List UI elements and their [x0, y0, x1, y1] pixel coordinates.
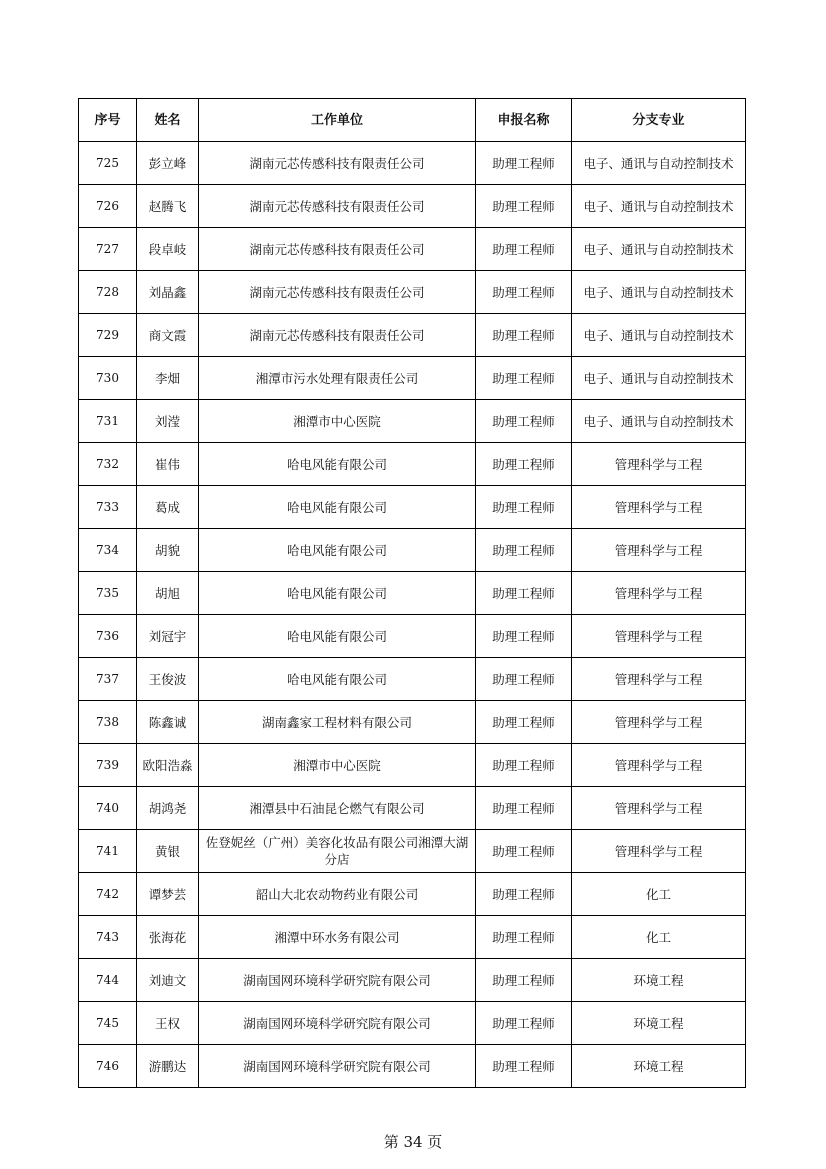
cell-specialty: 环境工程 — [572, 1045, 746, 1088]
header-row — [79, 99, 746, 142]
cell-employer: 哈电风能有限公司 — [199, 529, 476, 572]
cell-title-applied: 助理工程师 — [476, 744, 572, 787]
cell-specialty: 管理科学与工程 — [572, 615, 746, 658]
cell-title-applied: 助理工程师 — [476, 1002, 572, 1045]
cell-index: 741 — [79, 830, 137, 873]
cell-employer: 湖南国网环境科学研究院有限公司 — [199, 1002, 476, 1045]
cell-name: 段卓岐 — [137, 228, 199, 271]
cell-employer: 湖南鑫家工程材料有限公司 — [199, 701, 476, 744]
cell-specialty: 电子、通讯与自动控制技术 — [572, 314, 746, 357]
table-row — [79, 400, 746, 443]
cell-name: 刘滢 — [137, 400, 199, 443]
cell-index: 726 — [79, 185, 137, 228]
cell-employer: 湘潭县中石油昆仑燃气有限公司 — [199, 787, 476, 830]
cell-employer: 湖南元芯传感科技有限责任公司 — [199, 314, 476, 357]
cell-specialty: 管理科学与工程 — [572, 744, 746, 787]
cell-specialty: 电子、通讯与自动控制技术 — [572, 271, 746, 314]
cell-name: 欧阳浩淼 — [137, 744, 199, 787]
table-row — [79, 572, 746, 615]
table-row — [79, 830, 746, 873]
cell-name: 胡旭 — [137, 572, 199, 615]
cell-index: 746 — [79, 1045, 137, 1088]
header-index: 序号 — [79, 99, 137, 142]
cell-name: 胡鸿尧 — [137, 787, 199, 830]
table-row — [79, 1045, 746, 1088]
cell-title-applied: 助理工程师 — [476, 959, 572, 1002]
cell-employer: 湘潭市污水处理有限责任公司 — [199, 357, 476, 400]
cell-employer: 湖南元芯传感科技有限责任公司 — [199, 142, 476, 185]
cell-name: 商文霞 — [137, 314, 199, 357]
cell-index: 732 — [79, 443, 137, 486]
cell-employer: 哈电风能有限公司 — [199, 572, 476, 615]
cell-index: 728 — [79, 271, 137, 314]
cell-name: 刘迪文 — [137, 959, 199, 1002]
cell-employer: 湘潭市中心医院 — [199, 744, 476, 787]
cell-name: 谭梦芸 — [137, 873, 199, 916]
cell-title-applied: 助理工程师 — [476, 787, 572, 830]
cell-index: 738 — [79, 701, 137, 744]
cell-employer: 哈电风能有限公司 — [199, 486, 476, 529]
cell-title-applied: 助理工程师 — [476, 615, 572, 658]
cell-index: 727 — [79, 228, 137, 271]
table-row — [79, 787, 746, 830]
cell-employer: 韶山大北农动物药业有限公司 — [199, 873, 476, 916]
table-row — [79, 1002, 746, 1045]
cell-employer: 湖南国网环境科学研究院有限公司 — [199, 1045, 476, 1088]
table-row — [79, 701, 746, 744]
cell-name: 葛成 — [137, 486, 199, 529]
cell-specialty: 环境工程 — [572, 959, 746, 1002]
cell-specialty: 化工 — [572, 916, 746, 959]
cell-index: 730 — [79, 357, 137, 400]
roster-table — [78, 98, 746, 1088]
cell-specialty: 电子、通讯与自动控制技术 — [572, 142, 746, 185]
table-row — [79, 529, 746, 572]
cell-employer: 哈电风能有限公司 — [199, 443, 476, 486]
cell-index: 725 — [79, 142, 137, 185]
cell-name: 李畑 — [137, 357, 199, 400]
cell-index: 737 — [79, 658, 137, 701]
cell-name: 崔伟 — [137, 443, 199, 486]
cell-title-applied: 助理工程师 — [476, 271, 572, 314]
cell-index: 740 — [79, 787, 137, 830]
cell-specialty: 环境工程 — [572, 1002, 746, 1045]
table-row — [79, 185, 746, 228]
cell-name: 刘晶鑫 — [137, 271, 199, 314]
cell-title-applied: 助理工程师 — [476, 529, 572, 572]
header-name: 姓名 — [137, 99, 199, 142]
table-row — [79, 916, 746, 959]
cell-index: 743 — [79, 916, 137, 959]
cell-index: 729 — [79, 314, 137, 357]
cell-name: 王俊波 — [137, 658, 199, 701]
cell-employer: 湘潭中环水务有限公司 — [199, 916, 476, 959]
header-specialty: 分支专业 — [572, 99, 746, 142]
cell-name: 王权 — [137, 1002, 199, 1045]
cell-specialty: 管理科学与工程 — [572, 486, 746, 529]
cell-specialty: 电子、通讯与自动控制技术 — [572, 185, 746, 228]
table-row — [79, 314, 746, 357]
table-row — [79, 486, 746, 529]
header-title-applied: 申报名称 — [476, 99, 572, 142]
cell-index: 745 — [79, 1002, 137, 1045]
cell-specialty: 管理科学与工程 — [572, 529, 746, 572]
cell-title-applied: 助理工程师 — [476, 228, 572, 271]
cell-specialty: 电子、通讯与自动控制技术 — [572, 400, 746, 443]
cell-index: 734 — [79, 529, 137, 572]
cell-name: 胡貌 — [137, 529, 199, 572]
cell-index: 733 — [79, 486, 137, 529]
cell-specialty: 管理科学与工程 — [572, 787, 746, 830]
cell-index: 744 — [79, 959, 137, 1002]
cell-title-applied: 助理工程师 — [476, 572, 572, 615]
table-row — [79, 658, 746, 701]
cell-employer: 湘潭市中心医院 — [199, 400, 476, 443]
cell-title-applied: 助理工程师 — [476, 1045, 572, 1088]
cell-index: 735 — [79, 572, 137, 615]
table-row — [79, 228, 746, 271]
cell-employer: 湖南元芯传感科技有限责任公司 — [199, 271, 476, 314]
cell-title-applied: 助理工程师 — [476, 701, 572, 744]
table-row — [79, 142, 746, 185]
cell-employer: 哈电风能有限公司 — [199, 615, 476, 658]
table-body — [79, 142, 746, 1088]
cell-title-applied: 助理工程师 — [476, 873, 572, 916]
cell-title-applied: 助理工程师 — [476, 443, 572, 486]
cell-employer: 哈电风能有限公司 — [199, 658, 476, 701]
table-row — [79, 615, 746, 658]
cell-title-applied: 助理工程师 — [476, 314, 572, 357]
cell-name: 陈鑫诚 — [137, 701, 199, 744]
table-row — [79, 271, 746, 314]
cell-title-applied: 助理工程师 — [476, 658, 572, 701]
cell-name: 刘冠宇 — [137, 615, 199, 658]
table-row — [79, 357, 746, 400]
cell-specialty: 管理科学与工程 — [572, 572, 746, 615]
table-row — [79, 443, 746, 486]
cell-title-applied: 助理工程师 — [476, 357, 572, 400]
cell-index: 731 — [79, 400, 137, 443]
cell-name: 游鹏达 — [137, 1045, 199, 1088]
table-row — [79, 959, 746, 1002]
cell-index: 742 — [79, 873, 137, 916]
cell-employer: 佐登妮丝（广州）美容化妆品有限公司湘潭大湖分店 — [199, 830, 476, 873]
cell-title-applied: 助理工程师 — [476, 185, 572, 228]
cell-title-applied: 助理工程师 — [476, 400, 572, 443]
cell-specialty: 管理科学与工程 — [572, 701, 746, 744]
cell-specialty: 管理科学与工程 — [572, 830, 746, 873]
cell-specialty: 电子、通讯与自动控制技术 — [572, 228, 746, 271]
page-number: 第 34 页 — [383, 1133, 443, 1151]
cell-title-applied: 助理工程师 — [476, 830, 572, 873]
cell-index: 739 — [79, 744, 137, 787]
cell-specialty: 管理科学与工程 — [572, 443, 746, 486]
cell-specialty: 管理科学与工程 — [572, 658, 746, 701]
cell-name: 黄银 — [137, 830, 199, 873]
cell-name: 彭立峰 — [137, 142, 199, 185]
cell-specialty: 电子、通讯与自动控制技术 — [572, 357, 746, 400]
cell-title-applied: 助理工程师 — [476, 916, 572, 959]
cell-employer: 湖南元芯传感科技有限责任公司 — [199, 228, 476, 271]
cell-name: 张海花 — [137, 916, 199, 959]
cell-title-applied: 助理工程师 — [476, 142, 572, 185]
cell-specialty: 化工 — [572, 873, 746, 916]
cell-name: 赵腾飞 — [137, 185, 199, 228]
cell-employer: 湖南元芯传感科技有限责任公司 — [199, 185, 476, 228]
cell-title-applied: 助理工程师 — [476, 486, 572, 529]
table-row — [79, 744, 746, 787]
cell-index: 736 — [79, 615, 137, 658]
table-row — [79, 873, 746, 916]
header-employer: 工作单位 — [199, 99, 476, 142]
cell-employer: 湖南国网环境科学研究院有限公司 — [199, 959, 476, 1002]
